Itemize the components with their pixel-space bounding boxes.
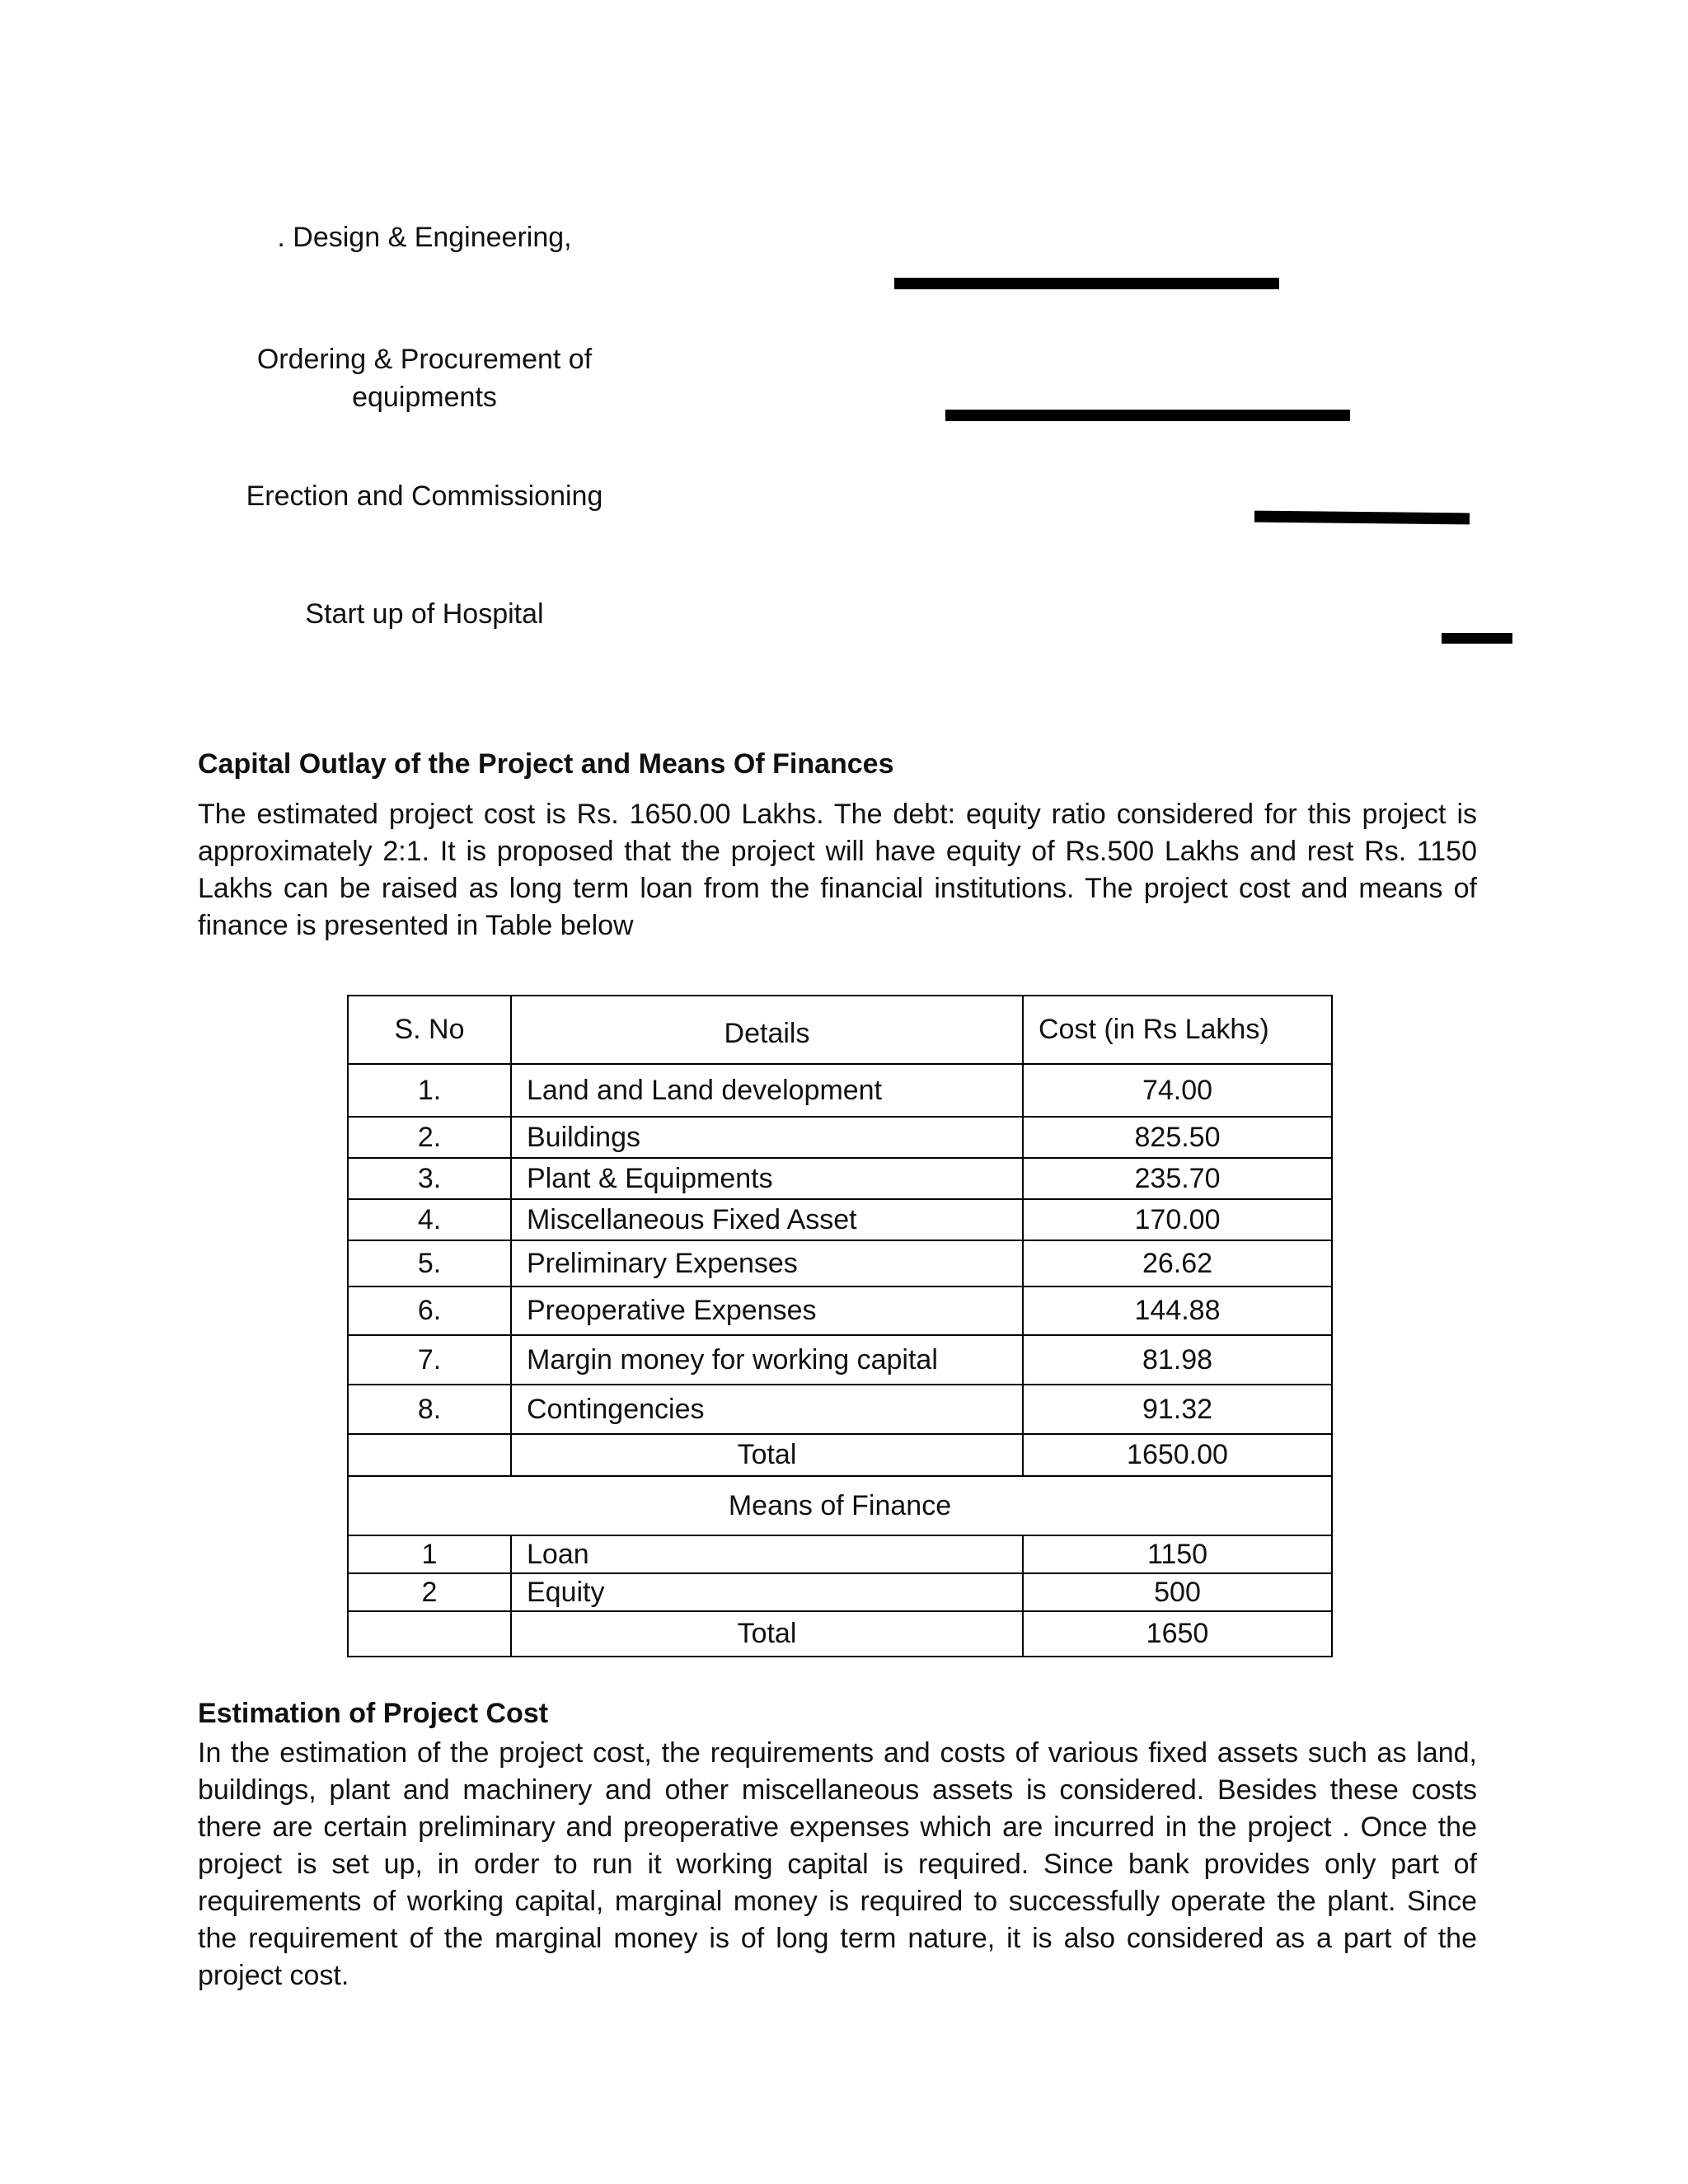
- row-cost: 825.50: [1023, 1117, 1332, 1158]
- row-cost: 26.62: [1023, 1240, 1332, 1286]
- table-row: [348, 1573, 1332, 1611]
- row-sno: 2: [348, 1573, 511, 1611]
- row-details: Land and Land development: [511, 1064, 1023, 1117]
- row-cost: 500: [1023, 1573, 1332, 1611]
- activity-bar-startup: [1442, 633, 1512, 644]
- total-label: Total: [511, 1434, 1023, 1476]
- estimation-paragraph: In the estimation of the project cost, the requirements and costs of various fixed assets such as land, buildings, plant and machinery and other miscellaneous assets is considered. Besides these costs there are certain preliminary and preoperative expenses which are incurred in the project . Once the project is set up, in order to run it working capital is required. Since bank provides only part of requirements of working capital, marginal money is required to successfully operate the plant. Since the requirement of the marginal money is of long term nature, it is also considered as a part of the project cost.: [198, 1737, 1477, 1991]
- activity-bar-erection: [1254, 511, 1470, 525]
- means-total-label: Total: [511, 1611, 1023, 1657]
- row-sno: 4.: [348, 1199, 511, 1240]
- row-cost: 74.00: [1023, 1064, 1332, 1117]
- project-cost-table: [347, 995, 1333, 1657]
- row-details: Loan: [511, 1535, 1023, 1573]
- row-sno: 3.: [348, 1158, 511, 1199]
- row-details: Equity: [511, 1573, 1023, 1611]
- means-of-finance-heading: Means of Finance: [348, 1476, 1332, 1535]
- row-cost: 91.32: [1023, 1385, 1332, 1434]
- row-sno: 1: [348, 1535, 511, 1573]
- header-cost: Cost (in Rs Lakhs): [1023, 996, 1332, 1064]
- row-details: Miscellaneous Fixed Asset: [511, 1199, 1023, 1240]
- row-details: Preliminary Expenses: [511, 1240, 1023, 1286]
- table-row: [348, 1535, 1332, 1573]
- table-row: [348, 1385, 1332, 1434]
- header-details: Details: [511, 996, 1023, 1064]
- capital-outlay-heading: Capital Outlay of the Project and Means Of Finances: [198, 748, 894, 780]
- means-total-value: 1650: [1023, 1611, 1332, 1657]
- row-details: Plant & Equipments: [511, 1158, 1023, 1199]
- activity-label-erection: Erection and Commissioning: [246, 480, 603, 512]
- capital-outlay-paragraph: The estimated project cost is Rs. 1650.00 Lakhs. The debt: equity ratio considered for this project is approximately 2:1. It is proposed that the project will have equity of Rs.500 Lakhs and rest Rs. 1150 Lakhs can be raised as long term loan from the financial institutions. The project cost and means of finance is presented in Table below: [198, 799, 1477, 941]
- row-details: Contingencies: [511, 1385, 1023, 1434]
- total-sno-empty: [348, 1434, 511, 1476]
- total-row: [348, 1434, 1332, 1476]
- means-total-sno-empty: [348, 1611, 511, 1657]
- row-sno: 5.: [348, 1240, 511, 1286]
- total-value: 1650.00: [1023, 1434, 1332, 1476]
- table-row: [348, 1286, 1332, 1335]
- row-sno: 6.: [348, 1286, 511, 1335]
- activity-label-design: . Design & Engineering,: [277, 222, 572, 253]
- row-cost: 235.70: [1023, 1158, 1332, 1199]
- activity-bar-design: [894, 278, 1279, 289]
- row-cost: 81.98: [1023, 1335, 1332, 1385]
- table-row: [348, 1240, 1332, 1286]
- row-sno: 7.: [348, 1335, 511, 1385]
- activity-bar-procurement: [945, 410, 1350, 421]
- row-details: Preoperative Expenses: [511, 1286, 1023, 1335]
- row-cost: 1150: [1023, 1535, 1332, 1573]
- row-cost: 170.00: [1023, 1199, 1332, 1240]
- table-row: [348, 1158, 1332, 1199]
- row-cost: 144.88: [1023, 1286, 1332, 1335]
- table-header-row: [348, 996, 1332, 1064]
- estimation-heading: Estimation of Project Cost: [198, 1698, 549, 1729]
- row-details: Buildings: [511, 1117, 1023, 1158]
- row-sno: 1.: [348, 1064, 511, 1117]
- activity-label-startup: Start up of Hospital: [305, 598, 544, 630]
- row-sno: 2.: [348, 1117, 511, 1158]
- table-row: [348, 1117, 1332, 1158]
- activity-label-procurement: Ordering & Procurement of equipments: [256, 344, 593, 413]
- table-row: [348, 1199, 1332, 1240]
- means-heading-row: [348, 1476, 1332, 1535]
- table-row: [348, 1064, 1332, 1117]
- header-sno: S. No: [348, 996, 511, 1064]
- row-sno: 8.: [348, 1385, 511, 1434]
- means-total-row: [348, 1611, 1332, 1657]
- table-row: [348, 1335, 1332, 1385]
- row-details: Margin money for working capital: [511, 1335, 1023, 1385]
